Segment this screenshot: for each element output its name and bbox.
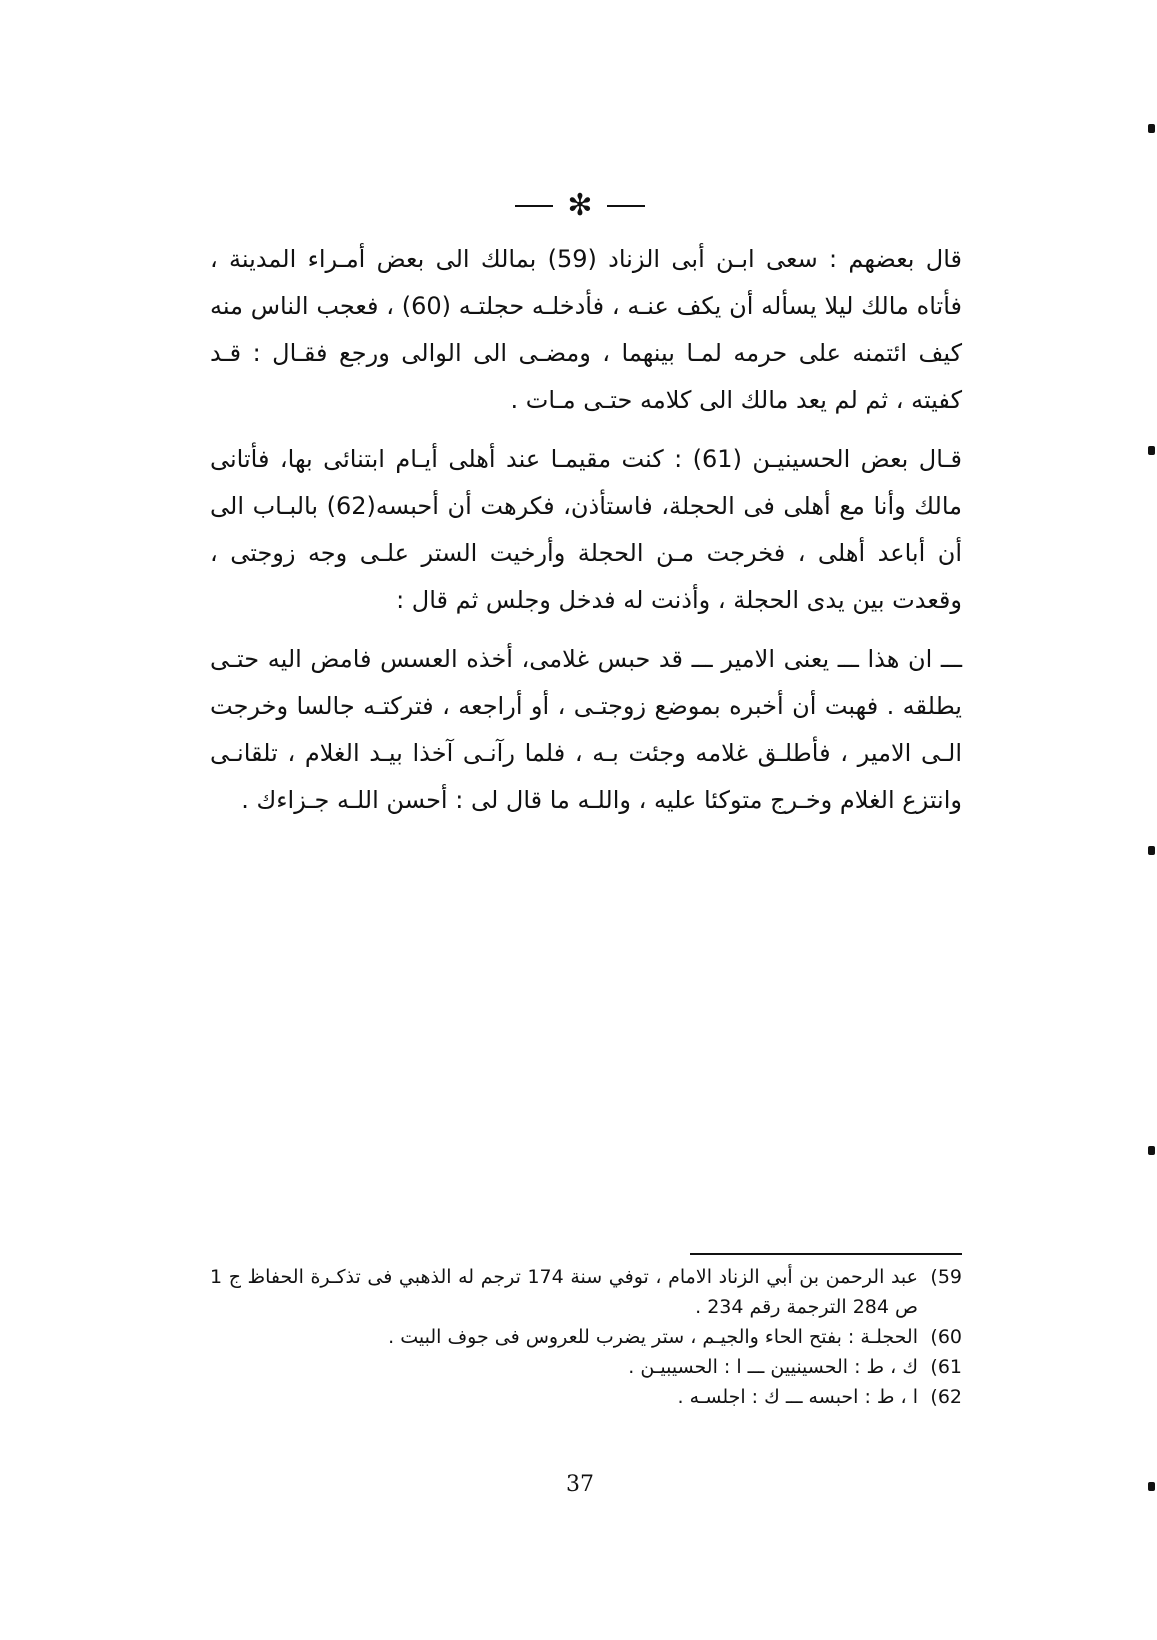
footnote-number: 62) — [930, 1386, 962, 1408]
footnote-text: ك ، ط : الحسينيين ـــ ا : الحسيبيـن . — [628, 1356, 918, 1378]
footnote-text: الحجلـة : بفتح الحاء والجيـم ، ستر يضرب للعروس فى جوف البيت . — [388, 1326, 918, 1348]
footnote-item — [210, 1382, 962, 1412]
scan-speck — [1148, 124, 1155, 133]
scan-speck — [1148, 446, 1155, 455]
scan-speck — [1148, 1146, 1155, 1155]
body-paragraph: قال بعضهم : سعى ابـن أبى الزناد (59) بمالك الى بعض أمـراء المدينة ، فأتاه مالك ليلا يسأله أن يكف عنـه ، فأدخلـه حجلتـه (60) ، فعجب الناس منه كيف ائتمنه على حرمه لمـا بينهما ، ومضـى الى الوالى ورجع فقـال : قـد كفيته ، ثم لم يعد مالك الى كلامه حتـى مـات . — [210, 245, 962, 414]
footnote-item — [210, 1262, 962, 1322]
footnote-number: 59) — [930, 1266, 962, 1288]
asterism-icon: ✻ — [567, 188, 593, 223]
body-paragraph: ـــ ان هذا ـــ يعنى الامير ـــ قد حبس غلامى، أخذه العسس فامض اليه حتـى يطلقه . فهبت أن أخبره بموضع زوجتـى ، أو أراجعه ، فتركتـه جالسا وخرجت الـى الامير ، فأطلـق غلامه وجئت بـه ، فلما رآنـى آخذا بيـد الغلام ، تلقانـى وانتزع الغلام وخـرج متوكئا عليه ، واللـه ما قال لى : أحسن اللـه جـزاءك . — [210, 645, 962, 814]
footnote-number: 60) — [930, 1326, 962, 1348]
footnotes-list — [210, 1262, 962, 1412]
footnote-text: ا ، ط : احبسه ـــ ك : اجلسـه . — [677, 1386, 918, 1408]
ornament-dash-left — [515, 205, 553, 207]
ornament-dash-right — [607, 205, 645, 207]
section-ornament — [490, 186, 670, 226]
scan-speck — [1148, 846, 1155, 855]
scan-speck — [1148, 1482, 1155, 1491]
footnote-separator — [690, 1253, 962, 1255]
page-number: 37 — [566, 1472, 594, 1497]
body-paragraph: قـال بعض الحسينيـن (61) : كنت مقيمـا عند أهلى أيـام ابتنائى بها، فأتانى مالك وأنا مع أهلى فى الحجلة، فاستأذن، فكرهت أن أحبسه(62) بالبـاب الى أن أباعد أهلى ، فخرجت مـن الحجلة وأرخيت الستر علـى وجه زوجتى ، وقعدت بين يدى الحجلة ، وأذنت له فدخل وجلس ثم قال : — [210, 445, 963, 614]
footnote-text: عبد الرحمن بن أبي الزناد الامام ، توفي سنة 174 ترجم له الذهبي فى تذكـرة الحفاظ ج 1 ص 284 الترجمة رقم 234 . — [210, 1266, 918, 1318]
footnote-item — [210, 1352, 962, 1382]
footnote-item — [210, 1322, 962, 1352]
footnote-number: 61) — [930, 1356, 962, 1378]
